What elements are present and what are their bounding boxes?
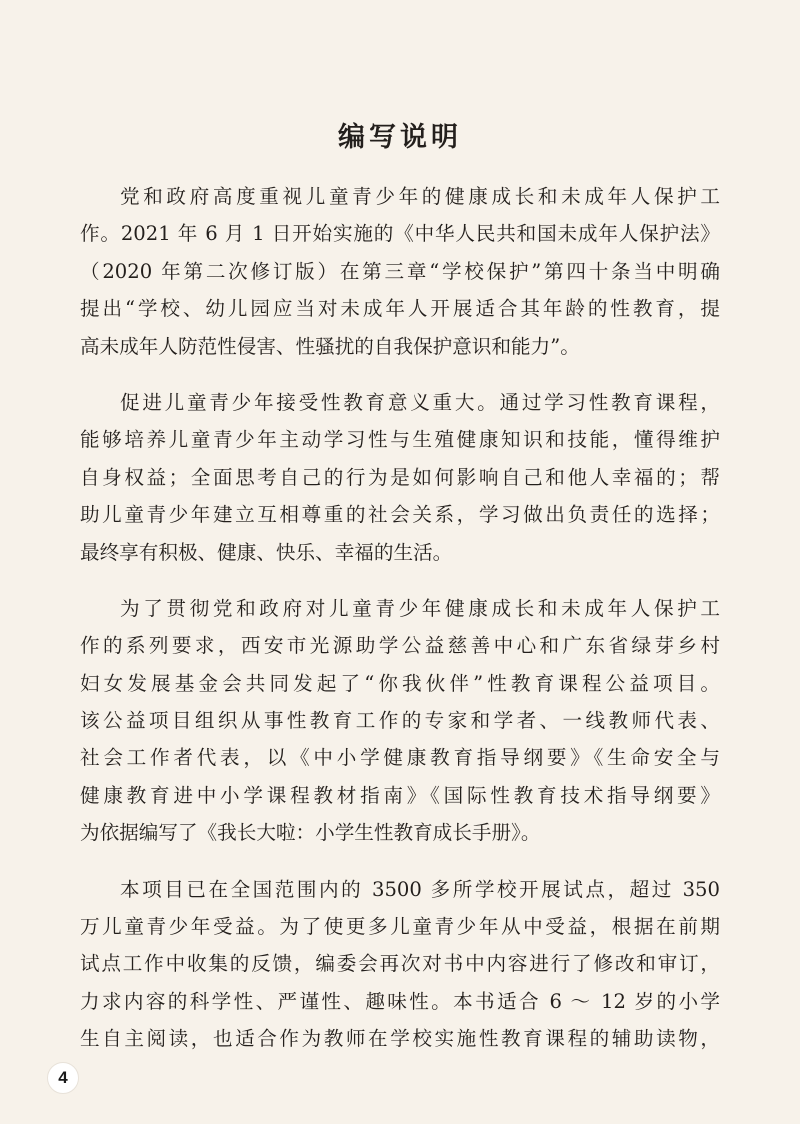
text-line: 助儿童青少年建立互相尊重的社会关系，学习做出负责任的选择；: [80, 503, 720, 527]
text-line: 作的系列要求，西安市光源助学公益慈善中心和广东省绿芽乡村: [80, 634, 720, 658]
text-line: 本项目已在全国范围内的 3500 多所学校开展试点，超过 350: [120, 877, 720, 901]
text-line: 社会工作者代表，以《中小学健康教育指导纲要》《生命安全与: [80, 746, 720, 770]
text-line: 为了贯彻党和政府对儿童青少年健康成长和未成年人保护工: [120, 596, 720, 620]
text-line: 妇女发展基金会共同发起了“你我伙伴”性教育课程公益项目。: [80, 671, 720, 695]
text-line: 促进儿童青少年接受性教育意义重大。通过学习性教育课程，: [120, 390, 720, 414]
text-line: 试点工作中收集的反馈，编委会再次对书中内容进行了修改和审订，: [80, 952, 720, 976]
text-line: 力求内容的科学性、严谨性、趣味性。本书适合 6 ～ 12 岁的小学: [80, 989, 720, 1013]
text-line: 健康教育进中小学课程教材指南》《国际性教育技术指导纲要》: [80, 783, 720, 807]
text-line: 提出“学校、幼儿园应当对未成年人开展适合其年龄的性教育，提: [80, 297, 720, 321]
text-line: 万儿童青少年受益。为了使更多儿童青少年从中受益，根据在前期: [80, 915, 720, 939]
paragraph: [80, 590, 720, 852]
page-number-badge: 4: [47, 1062, 79, 1094]
paragraph: [80, 871, 720, 1058]
text-line: 生自主阅读，也适合作为教师在学校实施性教育课程的辅助读物，: [80, 1027, 720, 1051]
text-line: （2020 年第二次修订版）在第三章“学校保护”第四十条当中明确: [80, 259, 720, 283]
text-line: 自身权益；全面思考自己的行为是如何影响自己和他人幸福的；帮: [80, 465, 720, 489]
text-line: 作。2021 年 6 月 1 日开始实施的《中华人民共和国未成年人保护法》: [80, 222, 720, 246]
text-line: 最终享有积极、健康、快乐、幸福的生活。: [80, 540, 453, 564]
text-line: 党和政府高度重视儿童青少年的健康成长和未成年人保护工: [120, 185, 720, 208]
paragraph: [80, 384, 720, 571]
page-title: 编写说明: [338, 122, 462, 153]
text-line: 能够培养儿童青少年主动学习性与生殖健康知识和技能，懂得维护: [80, 428, 720, 452]
text-line: 高未成年人防范性侵害、性骚扰的自我保护意识和能力”。: [80, 334, 580, 358]
text-line: 为依据编写了《我长大啦：小学生性教育成长手册》。: [80, 821, 541, 845]
paragraph: [80, 178, 720, 365]
text-line: 该公益项目组织从事性教育工作的专家和学者、一线教师代表、: [80, 709, 720, 733]
body-text: [80, 178, 720, 1077]
